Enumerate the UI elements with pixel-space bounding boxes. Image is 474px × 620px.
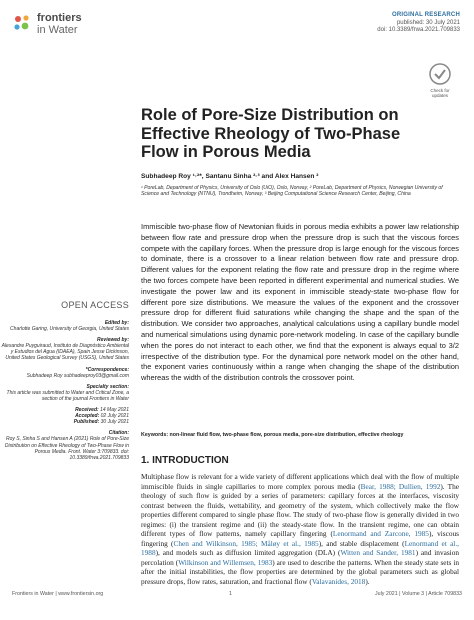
journal-name: frontiers	[37, 12, 82, 24]
journal-logo-text	[37, 12, 82, 36]
intro-text: Multiphase flow is relevant for a wide variety of different applications which deal with the flow of multiple immiscible fluids in single capillaries to more complex porous media (	[141, 472, 459, 491]
footer-journal[interactable]: Frontiers in Water | www.frontiersin.org	[12, 591, 104, 597]
keywords: Keywords: non-linear fluid flow, two-phase flow, porous media, pore-size distribution, effective rheology	[141, 432, 404, 438]
frontiers-logo-icon	[12, 13, 32, 33]
affiliations: ¹ PoreLab, Department of Physics, University of Oslo (UiO), Oslo, Norway, ² PoreLab, Department of Physics, Norwegian University of Science and Technology (NTNU), Trondheim, Norway, ³ Beijing Computational Science Research Center, Beijing, China	[141, 185, 443, 198]
check-for-updates-label[interactable]: Check for updates	[430, 88, 450, 98]
accepted-label: Accepted:	[75, 413, 100, 420]
reviewed-by-label: Reviewed by:	[97, 337, 129, 344]
published-date: published: 30 July 2021	[396, 19, 460, 26]
article-type: ORIGINAL RESEARCH	[392, 12, 460, 18]
published-date-side: 30 July 2021	[100, 419, 129, 426]
introduction-paragraph	[141, 472, 459, 587]
journal-subname: in Water	[37, 24, 78, 36]
published-label: Published:	[73, 419, 100, 426]
check-for-updates-icon[interactable]	[428, 62, 452, 88]
received-label: Received:	[75, 407, 99, 414]
intro-text: ), and models such as diffusion limited aggregation (DLA) (	[155, 548, 341, 558]
accepted-date: 02 July 2021	[100, 413, 129, 420]
correspondence-label: *Correspondence:	[85, 366, 129, 373]
citation-link[interactable]: Lenormand and Zarcone, 1985	[332, 529, 429, 539]
article-doi[interactable]: doi: 10.3389/frwa.2021.709833	[377, 27, 460, 33]
section-heading-introduction: 1. INTRODUCTION	[141, 455, 229, 466]
citation-link[interactable]: Valavanides, 2018	[311, 577, 366, 587]
article-meta	[377, 12, 460, 35]
specialty-section: This article was submitted to Water and Critical Zone, a section of the journal Frontiers in Water	[6, 389, 129, 402]
citation-link[interactable]: Lenormand et al., 1988	[141, 538, 459, 558]
open-access-label: OPEN ACCESS	[61, 300, 129, 310]
intro-text: ), viscous fingering (	[141, 529, 459, 548]
citation-link[interactable]: Witten and Sander, 1981	[340, 548, 416, 558]
intro-text: ) are used to describe the patterns. When the steady state sets in after the initial instabilities, the flow properties are determined by the global parameters such as global pressure drops, flow rates, saturation, and fractional flow (	[141, 557, 460, 587]
intro-text: ). The theology of such flow is guided by a series of parameters: capillary forces at the interfaces, viscosity contrast between the fluids, wettability, and geometry of the system, which collectively make the flow properties different compared to single phase flow. The study of two-phase flow is generally divided in two regimes: (i) the transient regime and (ii) the steady-state flow. In the transient regime, one can obtain different types of flow patterns, namely capillary fingering (	[141, 481, 460, 539]
paper-title: Role of Pore-Size Distribution on Effective Rheology of Two-Phase Flow in Porous Media	[141, 106, 401, 161]
page-number: 1	[229, 591, 232, 597]
intro-text: ).	[365, 577, 370, 587]
footer-volume: July 2021 | Volume 3 | Article 709833	[375, 591, 462, 597]
citation-link[interactable]: Wilkinson and Willemsen, 1983	[178, 557, 273, 567]
authors: Subhadeep Roy ¹·²*, Santanu Sinha ²·³ and Alex Hansen ²	[141, 173, 319, 180]
received-date: 14 May 2021	[100, 407, 129, 414]
edited-by: Charlotte Garing, University of Georgia, United States	[10, 326, 129, 333]
citation-link[interactable]: Bear, 1988; Dullien, 1992	[360, 481, 441, 491]
intro-text: ), and stable displacement (	[318, 538, 405, 548]
abstract: Immiscible two-phase flow of Newtonian fluids in porous media exhibits a power law relationship between flow rate and pressure drop when the pressure drop is such that the viscous forces compete with the capillary forces. When the pressure drop is large enough for the viscous forces to dominate, there is a crossover to a linear relation between flow rate and pressure drop. Different values for the exponent relating the flow rate and pressure drop in the regime where the two forces compete have been reported in different experimental and numerical studies. We investigate the power law and its exponent in immiscible steady-state two-phase flow for different pore size distributions. We measure the values of the exponent and the crossover pressure drop for different fluid saturations while changing the shape and the span of the distribution. We consider two approaches, analytical calculations using a capillary bundle model and numerical simulations using dynamic pore-network modeling. In case of the capillary bundle when the pores do not interact to each other, we find that the exponent is always equal to 3/2 irrespective of the distribution type. For the dynamical pore network model on the other hand, the exponent varies continuously within a range when changing the shape of the distribution whereas the width of the distribution controls the crossover point.	[141, 222, 459, 383]
specialty-section-label: Specialty section:	[86, 383, 129, 390]
intro-text: ) and invasion percolation (	[141, 548, 460, 567]
citation-label: Citation:	[108, 430, 129, 437]
correspondence[interactable]: Subhadeep Roy subhadeeproy03@gmail.com	[26, 372, 129, 379]
reviewed-by: Alexandre Puyguiraud, Instituto de Diagnóstico Ambiental y Estudios del Agua (IDAEA), Spain Jesse Dickinson, United States Geological Survey (USGS), United States	[1, 343, 129, 362]
edited-by-label: Edited by:	[104, 320, 129, 326]
citation-link[interactable]: Chen and Wilkinson, 1985; Måløy et al., 1985	[173, 538, 319, 548]
article-info-sidebar	[1, 320, 129, 466]
citation: Roy S, Sinha S and Hansen A (2021) Role of Pore-Size Distribution on Effective Rheology of Two-Phase Flow in Porous Media. Front. Water 3:709833. doi: 10.3389/frwa.2021.709833	[4, 436, 129, 461]
